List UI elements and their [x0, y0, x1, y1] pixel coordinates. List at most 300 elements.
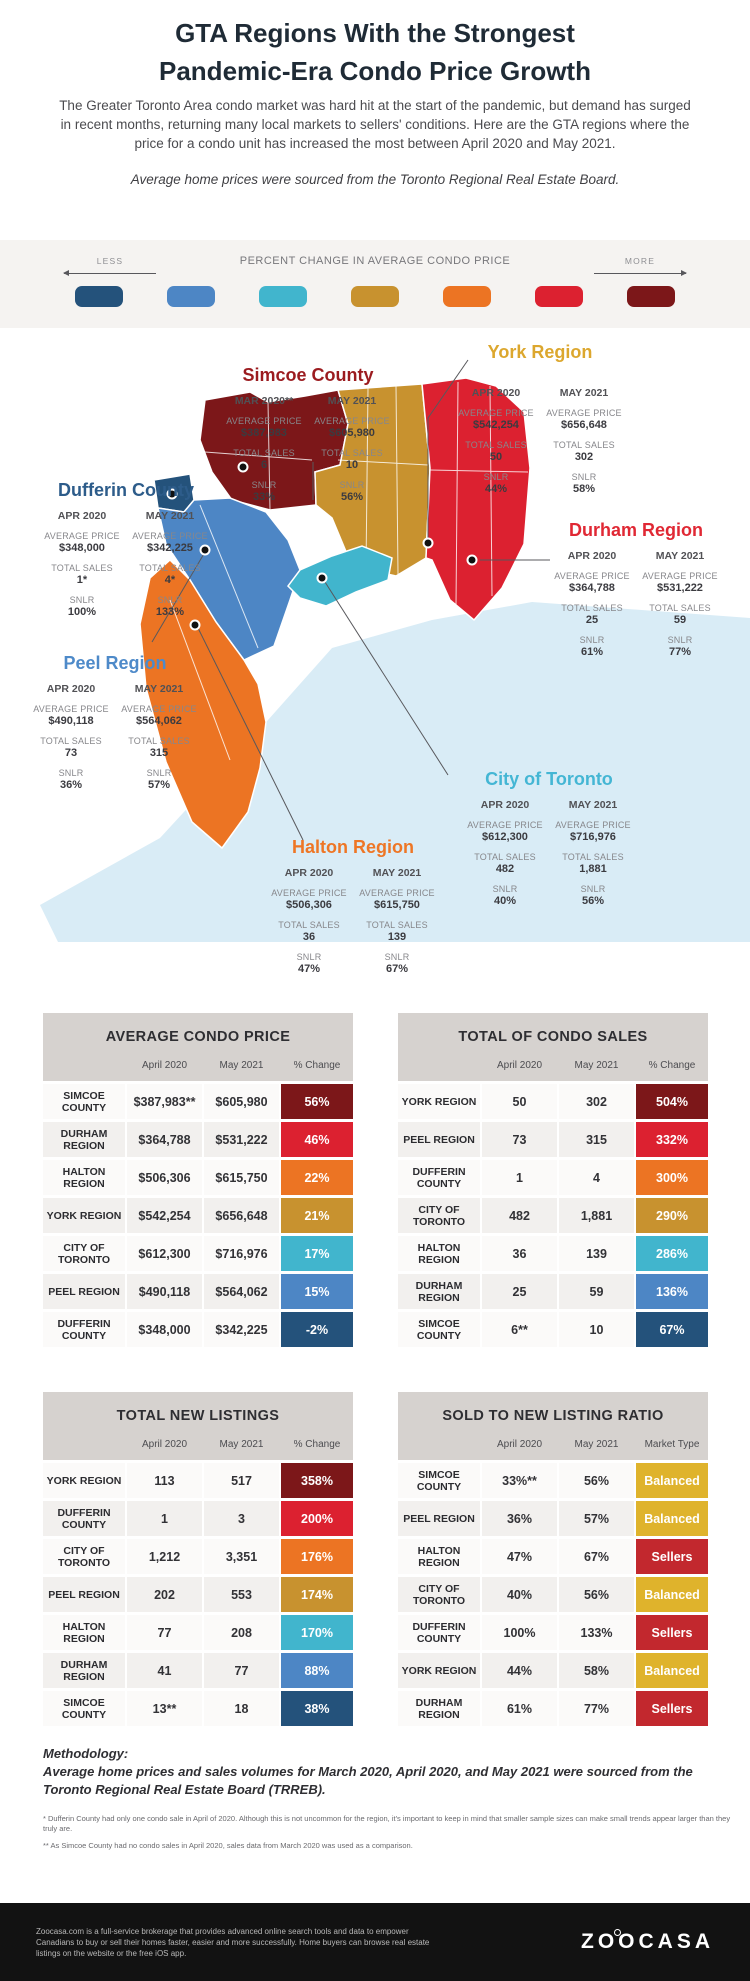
column-header: May 2021 — [574, 1060, 619, 1071]
stat-value: 302 — [574, 451, 594, 463]
value-cell: $605,980 — [204, 1084, 279, 1119]
value-cell: 67% — [559, 1539, 634, 1574]
region-name-cell: PEEL REGION — [398, 1501, 480, 1536]
change-cell: 21% — [281, 1198, 353, 1233]
region-name-cell: YORK REGION — [398, 1084, 480, 1119]
value-cell: 36 — [482, 1236, 557, 1271]
region-stats-column — [551, 799, 635, 907]
change-cell: 504% — [636, 1084, 708, 1119]
value-cell: 44% — [482, 1653, 557, 1688]
region-name-cell: HALTON REGION — [398, 1539, 480, 1574]
stat-label: SNLR — [157, 595, 183, 605]
stat-label: AVERAGE PRICE — [555, 820, 631, 830]
change-cell: 88% — [281, 1653, 353, 1688]
region-name-cell: CITY OF TORONTO — [43, 1539, 125, 1574]
region-name-cell: DURHAM REGION — [43, 1653, 125, 1688]
period-label: MAY 2021 — [568, 799, 618, 811]
table-title: AVERAGE CONDO PRICE — [105, 1029, 291, 1045]
color-legend — [0, 240, 750, 328]
stat-value: 1,881 — [579, 863, 607, 875]
region-name-cell: CITY OF TORONTO — [398, 1198, 480, 1233]
stat-label: SNLR — [580, 884, 606, 894]
page-title-line1: GTA Regions With the Strongest — [175, 18, 575, 48]
period-label: APR 2020 — [284, 867, 334, 879]
region-name-cell: HALTON REGION — [43, 1160, 125, 1195]
footer-bar — [0, 1903, 750, 1981]
stat-value: 36 — [302, 931, 316, 943]
value-cell: 58% — [559, 1653, 634, 1688]
methodology-heading: Methodology: — [43, 1746, 129, 1761]
column-header: April 2020 — [496, 1439, 543, 1450]
stat-value: 33% — [252, 491, 276, 503]
legend-swatch — [535, 286, 583, 307]
region-stats-column — [267, 867, 351, 975]
region-callout-durham — [550, 520, 722, 658]
map-dot-durham — [468, 556, 477, 565]
stat-value: $615,750 — [374, 899, 420, 911]
stat-label: TOTAL SALES — [40, 736, 102, 746]
stat-label: TOTAL SALES — [474, 852, 536, 862]
page-title-line2: Pandemic-Era Condo Price Growth — [159, 56, 591, 86]
stat-value: 61% — [580, 646, 604, 658]
legend-swatch — [75, 286, 123, 307]
table-row — [43, 1691, 353, 1726]
stat-label: AVERAGE PRICE — [546, 408, 622, 418]
value-cell: 41 — [127, 1653, 202, 1688]
value-cell: 139 — [559, 1236, 634, 1271]
region-title: Halton Region — [292, 837, 414, 857]
value-cell: $506,306 — [127, 1160, 202, 1195]
logo-ring-icon — [614, 1929, 621, 1936]
period-label: APR 2020 — [471, 387, 521, 399]
region-stats-column — [29, 683, 113, 791]
stat-value: $348,000 — [59, 542, 105, 554]
period-label: APR 2020 — [57, 510, 107, 522]
table-row — [398, 1653, 708, 1688]
value-cell: $348,000 — [127, 1312, 202, 1347]
gta-map-section — [0, 320, 750, 1000]
stat-label: TOTAL SALES — [561, 603, 623, 613]
value-cell: 202 — [127, 1577, 202, 1612]
map-region-toronto — [288, 546, 392, 606]
change-cell: 15% — [281, 1274, 353, 1309]
region-name-cell: DURHAM REGION — [43, 1122, 125, 1157]
stat-label: TOTAL SALES — [51, 563, 113, 573]
value-cell: 315 — [559, 1122, 634, 1157]
stat-label: AVERAGE PRICE — [458, 408, 534, 418]
change-cell: 290% — [636, 1198, 708, 1233]
stat-value: $564,062 — [136, 715, 182, 727]
change-cell: 176% — [281, 1539, 353, 1574]
stat-label: AVERAGE PRICE — [554, 571, 630, 581]
table-title: TOTAL NEW LISTINGS — [116, 1408, 280, 1424]
region-title: Simcoe County — [242, 365, 374, 385]
table-row — [398, 1122, 708, 1157]
stat-value: 1* — [76, 574, 88, 586]
stat-label: TOTAL SALES — [649, 603, 711, 613]
change-cell: 136% — [636, 1274, 708, 1309]
value-cell: 1,881 — [559, 1198, 634, 1233]
period-label: MAY 2021 — [145, 510, 195, 522]
value-cell: 482 — [482, 1198, 557, 1233]
value-cell: 6** — [482, 1312, 557, 1347]
table-row — [398, 1160, 708, 1195]
stat-value: 10 — [345, 459, 359, 471]
table-row — [43, 1122, 353, 1157]
map-dot-halton — [191, 621, 200, 630]
value-cell: 100% — [482, 1615, 557, 1650]
table-row — [398, 1539, 708, 1574]
value-cell: $656,648 — [204, 1198, 279, 1233]
legend-swatch — [351, 286, 399, 307]
stat-value: 100% — [67, 606, 97, 618]
table-row — [43, 1084, 353, 1119]
stat-label: SNLR — [146, 768, 172, 778]
table-row — [398, 1691, 708, 1726]
value-cell: 59 — [559, 1274, 634, 1309]
value-cell: 13** — [127, 1691, 202, 1726]
column-header: April 2020 — [141, 1060, 188, 1071]
footer-description: Zoocasa.com is a full-service brokerage that provides advanced online search tools and data to empower Canadians to buy or sell their homes faster, easier and more successfully. Home buyers can browse real estate listings on the website or the free iOS app. — [36, 1926, 430, 1958]
region-name-cell: SIMCOE COUNTY — [43, 1084, 125, 1119]
value-cell: $716,976 — [204, 1236, 279, 1271]
column-headers — [43, 1439, 353, 1450]
stat-label: SNLR — [571, 472, 597, 482]
period-label: MAY 2021 — [655, 550, 705, 562]
value-cell: 3 — [204, 1501, 279, 1536]
intro-paragraph: The Greater Toronto Area condo market was hard hit at the start of the pandemic, but demand has surged in recent months, returning many local markets to sellers' conditions. Here are the GTA regions where the price for a condo unit has increased the most between April 2020 and May 2021. — [59, 98, 691, 151]
table-header — [398, 1013, 708, 1081]
stat-label: SNLR — [483, 472, 509, 482]
table-row — [398, 1463, 708, 1498]
value-cell: 553 — [204, 1577, 279, 1612]
value-cell: 1 — [482, 1160, 557, 1195]
stat-label: AVERAGE PRICE — [314, 416, 390, 426]
stat-value: $612,300 — [482, 831, 528, 843]
footnotes — [43, 1814, 743, 1858]
value-cell: $531,222 — [204, 1122, 279, 1157]
stat-value: 50 — [489, 451, 503, 463]
page-title — [0, 14, 750, 90]
value-cell: $615,750 — [204, 1160, 279, 1195]
stat-value: $342,225 — [147, 542, 193, 554]
value-cell: 1,212 — [127, 1539, 202, 1574]
region-stats-column — [117, 683, 201, 791]
table-sold-to-new-listing-ratio — [398, 1392, 708, 1726]
methodology-body: Average home prices and sales volumes for March 2020, April 2020, and May 2021 were sourced from the Toronto Regional Real Estate Board (TRREB). — [43, 1764, 693, 1797]
stat-value: 77% — [668, 646, 692, 658]
zoocasa-wordmark: ZOOCASA — [581, 1930, 714, 1953]
table-row — [398, 1236, 708, 1271]
stat-value: $716,976 — [570, 831, 616, 843]
column-header: April 2020 — [496, 1060, 543, 1071]
stat-value: $656,648 — [561, 419, 607, 431]
period-label: APR 2020 — [46, 683, 96, 695]
market-type-cell: Sellers — [636, 1539, 708, 1574]
value-cell: $342,225 — [204, 1312, 279, 1347]
legend-less-label: LESS — [96, 256, 124, 266]
region-title: City of Toronto — [485, 769, 613, 789]
value-cell: 1 — [127, 1501, 202, 1536]
change-cell: 358% — [281, 1463, 353, 1498]
market-type-cell: Balanced — [636, 1463, 708, 1498]
region-stats-column — [128, 510, 212, 618]
region-stats-column — [542, 387, 626, 495]
region-title: Peel Region — [63, 653, 167, 673]
table-row — [398, 1312, 708, 1347]
table-row — [398, 1198, 708, 1233]
stat-label: TOTAL SALES — [321, 448, 383, 458]
less-arrow-icon — [64, 273, 156, 274]
stat-value: 139 — [387, 931, 407, 943]
stat-label: TOTAL SALES — [233, 448, 295, 458]
table-title: SOLD TO NEW LISTING RATIO — [442, 1408, 664, 1424]
value-cell: $564,062 — [204, 1274, 279, 1309]
stat-value: $506,306 — [286, 899, 332, 911]
table-row — [398, 1084, 708, 1119]
value-cell: 56% — [559, 1463, 634, 1498]
stat-label: AVERAGE PRICE — [359, 888, 435, 898]
map-dot-toronto — [318, 574, 327, 583]
period-label: MAY 2021 — [372, 867, 422, 879]
column-header: Market Type — [644, 1439, 700, 1450]
table-row — [43, 1274, 353, 1309]
stat-label: SNLR — [384, 952, 410, 962]
stat-value: $542,254 — [473, 419, 519, 431]
footnote-simcoe: ** As Simcoe County had no condo sales in April 2020, sales data from March 2020 was used as a comparison. — [43, 1841, 413, 1850]
region-name-cell: HALTON REGION — [43, 1615, 125, 1650]
column-header: May 2021 — [219, 1439, 264, 1450]
source-note: Average home prices were sourced from the Toronto Regional Real Estate Board. — [130, 172, 620, 187]
stat-value: 133% — [155, 606, 185, 618]
region-stats-column — [638, 550, 722, 658]
value-cell: 47% — [482, 1539, 557, 1574]
stat-value: 59 — [673, 614, 687, 626]
region-name-cell: YORK REGION — [43, 1463, 125, 1498]
change-cell: -2% — [281, 1312, 353, 1347]
stat-value: 47% — [297, 963, 321, 975]
stat-value: 44% — [484, 483, 508, 495]
region-name-cell: CITY OF TORONTO — [398, 1577, 480, 1612]
column-header: April 2020 — [141, 1439, 188, 1450]
region-name-cell: DUFFERIN COUNTY — [398, 1615, 480, 1650]
stat-label: SNLR — [58, 768, 84, 778]
stat-value: $387,983 — [241, 427, 287, 439]
region-name-cell: HALTON REGION — [398, 1236, 480, 1271]
region-name-cell: YORK REGION — [398, 1653, 480, 1688]
stat-label: TOTAL SALES — [366, 920, 428, 930]
value-cell: $542,254 — [127, 1198, 202, 1233]
stat-label: AVERAGE PRICE — [226, 416, 302, 426]
table-header — [398, 1392, 708, 1460]
change-cell: 170% — [281, 1615, 353, 1650]
stat-label: TOTAL SALES — [139, 563, 201, 573]
region-name-cell: PEEL REGION — [43, 1577, 125, 1612]
region-name-cell: DUFFERIN COUNTY — [43, 1312, 125, 1347]
stat-label: SNLR — [492, 884, 518, 894]
market-type-cell: Balanced — [636, 1577, 708, 1612]
column-header: % Change — [293, 1060, 341, 1071]
stat-value: $531,222 — [657, 582, 703, 594]
stat-value: 315 — [149, 747, 169, 759]
column-header: May 2021 — [219, 1060, 264, 1071]
stat-label: AVERAGE PRICE — [33, 704, 109, 714]
region-name-cell: PEEL REGION — [398, 1122, 480, 1157]
table-header — [43, 1392, 353, 1460]
legend-swatch — [627, 286, 675, 307]
table-total-condo-sales — [398, 1013, 708, 1347]
table-row — [398, 1615, 708, 1650]
table-row — [398, 1577, 708, 1612]
stat-value: 57% — [147, 779, 171, 791]
region-callout-york — [454, 342, 626, 495]
stat-label: SNLR — [579, 635, 605, 645]
table-row — [43, 1160, 353, 1195]
stat-label: AVERAGE PRICE — [642, 571, 718, 581]
region-name-cell: DURHAM REGION — [398, 1691, 480, 1726]
value-cell: $387,983** — [127, 1084, 202, 1119]
region-callout-halton — [267, 837, 439, 975]
region-name-cell: SIMCOE COUNTY — [43, 1691, 125, 1726]
value-cell: 61% — [482, 1691, 557, 1726]
zoocasa-logo — [581, 1930, 714, 1954]
stat-value: 67% — [385, 963, 409, 975]
table-row — [43, 1463, 353, 1498]
table-average-condo-price — [43, 1013, 353, 1347]
change-cell: 38% — [281, 1691, 353, 1726]
column-header: % Change — [293, 1439, 341, 1450]
change-cell: 286% — [636, 1236, 708, 1271]
region-name-cell: DUFFERIN COUNTY — [43, 1501, 125, 1536]
value-cell: 18 — [204, 1691, 279, 1726]
stat-value: $364,788 — [569, 582, 615, 594]
stat-label: AVERAGE PRICE — [132, 531, 208, 541]
table-row — [43, 1236, 353, 1271]
value-cell: $612,300 — [127, 1236, 202, 1271]
stat-value: 40% — [493, 895, 517, 907]
table-row — [398, 1274, 708, 1309]
change-cell: 17% — [281, 1236, 353, 1271]
region-stats-column — [550, 550, 634, 658]
period-label: APR 2020 — [567, 550, 617, 562]
legend-swatch — [443, 286, 491, 307]
region-callout-peel — [29, 653, 201, 791]
table-row — [43, 1615, 353, 1650]
market-type-cell: Balanced — [636, 1501, 708, 1536]
stat-value: 58% — [572, 483, 596, 495]
value-cell: 133% — [559, 1615, 634, 1650]
stat-label: TOTAL SALES — [465, 440, 527, 450]
change-cell: 67% — [636, 1312, 708, 1347]
region-name-cell: PEEL REGION — [43, 1274, 125, 1309]
legend-more-label: MORE — [624, 256, 656, 266]
value-cell: $364,788 — [127, 1122, 202, 1157]
value-cell: 50 — [482, 1084, 557, 1119]
stat-label: AVERAGE PRICE — [121, 704, 197, 714]
region-title: Dufferin County — [58, 480, 194, 500]
legend-swatch — [167, 286, 215, 307]
stat-value: 56% — [340, 491, 364, 503]
value-cell: 3,351 — [204, 1539, 279, 1574]
region-stats-column — [40, 510, 124, 618]
change-cell: 174% — [281, 1577, 353, 1612]
stat-label: SNLR — [251, 480, 277, 490]
stat-value: 56% — [581, 895, 605, 907]
stat-label: TOTAL SALES — [562, 852, 624, 862]
region-stats-column — [454, 387, 538, 495]
period-label: MAY 2021 — [559, 387, 609, 399]
column-headers — [398, 1060, 708, 1071]
stat-label: SNLR — [667, 635, 693, 645]
column-header: May 2021 — [574, 1439, 619, 1450]
methodology-section — [43, 1745, 713, 1799]
table-total-new-listings — [43, 1392, 353, 1726]
region-stats-column — [463, 799, 547, 907]
value-cell: 56% — [559, 1577, 634, 1612]
value-cell: 113 — [127, 1463, 202, 1498]
table-header — [43, 1013, 353, 1081]
region-stats-column — [310, 395, 394, 503]
region-name-cell: CITY OF TORONTO — [43, 1236, 125, 1271]
value-cell: 73 — [482, 1122, 557, 1157]
period-label: APR 2020 — [480, 799, 530, 811]
stat-label: AVERAGE PRICE — [467, 820, 543, 830]
legend-title: PERCENT CHANGE IN AVERAGE CONDO PRICE — [239, 255, 511, 267]
stat-label: SNLR — [339, 480, 365, 490]
value-cell: 77 — [204, 1653, 279, 1688]
value-cell: 33%** — [482, 1463, 557, 1498]
stat-label: TOTAL SALES — [553, 440, 615, 450]
stat-label: SNLR — [296, 952, 322, 962]
value-cell: 57% — [559, 1501, 634, 1536]
stat-label: AVERAGE PRICE — [271, 888, 347, 898]
stat-value: 4* — [164, 574, 176, 586]
value-cell: 40% — [482, 1577, 557, 1612]
value-cell: 208 — [204, 1615, 279, 1650]
region-title: Durham Region — [568, 520, 703, 540]
region-name-cell: DURHAM REGION — [398, 1274, 480, 1309]
stat-label: TOTAL SALES — [128, 736, 190, 746]
stat-label: TOTAL SALES — [278, 920, 340, 930]
table-row — [398, 1501, 708, 1536]
column-headers — [398, 1439, 708, 1450]
value-cell: 77% — [559, 1691, 634, 1726]
footnote-dufferin: * Dufferin County had only one condo sale in April of 2020. Although this is not uncommon for the region, it's important to keep in mind that smaller sample sizes can make small trends appear larger than they truly are. — [43, 1814, 731, 1833]
change-cell: 22% — [281, 1160, 353, 1195]
stat-value: $605,980 — [329, 427, 375, 439]
table-title: TOTAL OF CONDO SALES — [458, 1029, 648, 1045]
period-label: MAY 2021 — [327, 395, 377, 407]
value-cell: 36% — [482, 1501, 557, 1536]
region-name-cell: DUFFERIN COUNTY — [398, 1160, 480, 1195]
period-label: MAY 2021 — [134, 683, 184, 695]
stat-value: 25 — [585, 614, 599, 626]
region-name-cell: SIMCOE COUNTY — [398, 1312, 480, 1347]
value-cell: 302 — [559, 1084, 634, 1119]
stat-value: 73 — [64, 747, 78, 759]
region-stats-column — [355, 867, 439, 975]
region-title: York Region — [487, 342, 593, 362]
more-arrow-icon — [594, 273, 686, 274]
stat-label: AVERAGE PRICE — [44, 531, 120, 541]
value-cell: 25 — [482, 1274, 557, 1309]
market-type-cell: Sellers — [636, 1691, 708, 1726]
stat-value: 482 — [495, 863, 515, 875]
market-type-cell: Sellers — [636, 1615, 708, 1650]
value-cell: 517 — [204, 1463, 279, 1498]
stat-value: 6 — [260, 459, 268, 471]
change-cell: 46% — [281, 1122, 353, 1157]
